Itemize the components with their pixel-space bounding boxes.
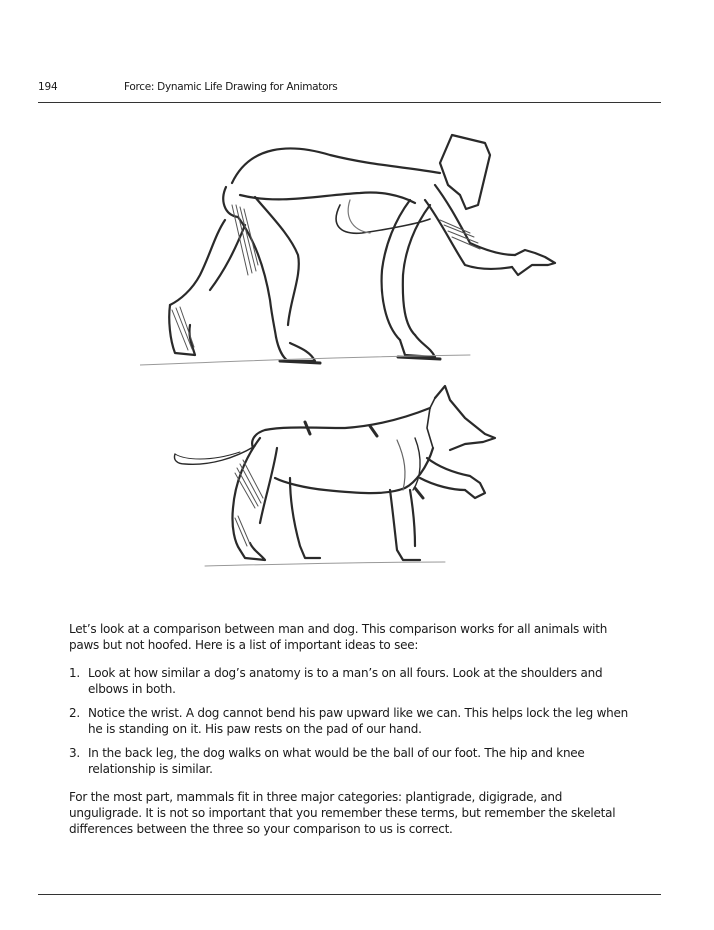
list-item	[69, 705, 629, 737]
list-item-text: Look at how similar a dog’s anatomy is to a man’s on all fours. Look at the shoulders and elbows in both.	[88, 666, 603, 696]
page-number: 194	[38, 81, 58, 93]
list-item-text: In the back leg, the dog walks on what would be the ball of our foot. The hip and knee relationship is similar.	[88, 746, 585, 776]
walking-dog-sketch-icon	[165, 378, 505, 578]
header-rule	[38, 102, 661, 103]
list-item-text: Notice the wrist. A dog cannot bend his paw upward like we can. This helps lock the leg when he is standing on it. His paw rests on the pad of our hand.	[88, 706, 628, 736]
crouching-man-sketch-icon	[140, 125, 570, 375]
list-item	[69, 665, 629, 697]
body-text	[69, 621, 629, 837]
closing-paragraph: For the most part, mammals fit in three major categories: plantigrade, digigrade, and unguligrade. It is not so important that you remember these terms, but remember the skeletal differences between the three so your comparison to us is correct.	[69, 790, 616, 836]
intro-paragraph: Let’s look at a comparison between man and dog. This comparison works for all animals with paws but not hoofed. Here is a list of important ideas to see:	[69, 622, 608, 652]
list-item-number: 1.	[69, 666, 80, 680]
footer-rule	[38, 894, 661, 895]
list-item-number: 2.	[69, 706, 80, 720]
list-item-number: 3.	[69, 746, 80, 760]
running-title: Force: Dynamic Life Drawing for Animators	[124, 81, 338, 93]
list-item	[69, 745, 629, 777]
ideas-list	[69, 665, 629, 777]
page-header	[38, 81, 661, 101]
